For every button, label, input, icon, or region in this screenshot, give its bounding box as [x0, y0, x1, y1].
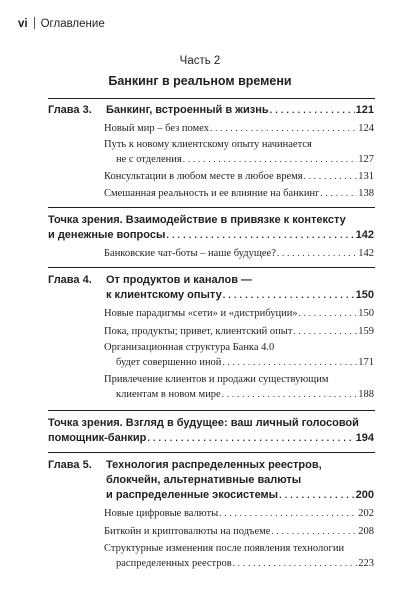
chapter-number: Глава 4.	[48, 274, 92, 286]
header-divider	[34, 17, 35, 29]
viewpoint-title-line1: Точка зрения. Взаимодействие в привязке к контексту	[48, 214, 346, 226]
section-rule	[48, 207, 375, 208]
toc-subentry-line1: Путь к новому клиентскому опыту начинается	[104, 139, 312, 150]
page-number: vi	[18, 18, 28, 30]
leader-dots	[304, 169, 358, 184]
toc-entry-chapter-3[interactable]	[106, 103, 374, 117]
toc-entry-viewpoint[interactable]: и денежные вопросы . . . 142	[48, 228, 374, 242]
chapter-title-line1: От продуктов и каналов —	[106, 274, 253, 286]
leader-dots	[299, 306, 358, 321]
page-ref: 159	[358, 326, 374, 337]
leader-dots	[277, 246, 357, 261]
page-ref: 150	[355, 289, 374, 301]
page-ref: 208	[358, 526, 374, 537]
toc-entry-chapter-4[interactable]: к клиентскому опыту . . . 150	[106, 288, 374, 302]
section-rule	[48, 452, 375, 453]
page-ref: 131	[358, 171, 374, 182]
toc-subentry[interactable]: клиентам в новом мире . . . 188	[116, 387, 374, 402]
toc-subentry[interactable]: Новые парадигмы «сети» и «дистрибуции» . . . 150	[104, 306, 374, 321]
page-ref: 200	[355, 489, 374, 501]
toc-subentry[interactable]: Новый мир – без помех . . . 124	[104, 121, 374, 136]
part-title: Банкинг в реальном времени	[108, 74, 292, 88]
leader-dots	[210, 121, 357, 136]
toc-subentry[interactable]: распределенных реестров . . . 223	[116, 556, 374, 571]
page-ref: 194	[355, 432, 374, 444]
chapter-number: Глава 3.	[48, 104, 92, 116]
toc-subentry[interactable]: не с отделения . . . 127	[116, 152, 374, 167]
page-ref: 150	[358, 308, 374, 319]
toc-subentry[interactable]: Банковские чат-боты – наше будущее? . . . 142	[104, 246, 374, 261]
chapter-number: Глава 5.	[48, 459, 92, 471]
section-rule	[48, 267, 375, 268]
header-title: Оглавление	[40, 18, 105, 30]
running-header	[18, 17, 105, 30]
toc-subentry-line1: Привлечение клиентов и продажи существующим	[104, 374, 329, 385]
leader-dots	[219, 506, 357, 521]
toc-subentry[interactable]: Биткойн и криптовалюты на подъеме . . . 208	[104, 524, 374, 539]
section-rule	[48, 410, 375, 411]
part-label: Часть 2	[179, 55, 221, 67]
chapter-title: Банкинг, встроенный в жизнь	[106, 104, 269, 116]
viewpoint-title-line1: Точка зрения. Взгляд в будущее: ваш личный голосовой	[48, 417, 359, 429]
leader-dots	[233, 556, 358, 571]
toc-subentry-line1: Структурные изменения после появления технологии	[104, 543, 345, 554]
section-rule	[48, 98, 375, 99]
leader-dots	[222, 387, 358, 402]
toc-subentry[interactable]: Смешанная реальность и ее влияние на банкинг . . . 138	[104, 186, 374, 201]
leader-dots	[279, 488, 355, 502]
leader-dots	[166, 228, 354, 242]
page-ref: 138	[358, 188, 374, 199]
chapter-title-line1: Технология распределенных реестров,	[106, 459, 322, 471]
toc-subentry[interactable]: Пока, продукты; привет, клиентский опыт . . . 159	[104, 324, 374, 339]
leader-dots	[293, 324, 357, 339]
toc-subentry-line1: Организационная структура Банка 4.0	[104, 342, 275, 353]
toc-subentry[interactable]: Консультации в любом месте в любое время . . . 131	[104, 169, 374, 184]
toc-subentry[interactable]: будет совершенно иной . . . 171	[116, 355, 374, 370]
chapter-title-line2: блокчейн, альтернативные валюты	[106, 474, 302, 486]
toc-entry-viewpoint[interactable]: помощник-банкир . . . 194	[48, 431, 374, 445]
leader-dots	[183, 152, 358, 167]
page-ref: 171	[358, 357, 374, 368]
page-ref: 202	[358, 508, 374, 519]
leader-dots	[147, 431, 354, 445]
leader-dots	[271, 524, 357, 539]
page-ref: 223	[358, 558, 374, 569]
page-ref: 142	[355, 229, 374, 241]
page-ref: 188	[358, 389, 374, 400]
toc-subentry[interactable]: Новые цифровые валюты . . . 202	[104, 506, 374, 521]
leader-dots	[270, 103, 355, 117]
leader-dots	[223, 288, 355, 302]
page-ref: 142	[358, 248, 374, 259]
leader-dots	[222, 355, 357, 370]
page-ref: 127	[358, 154, 374, 165]
leader-dots	[320, 186, 357, 201]
page-ref: 124	[358, 123, 374, 134]
page-ref: 121	[355, 104, 374, 116]
toc-entry-chapter-5[interactable]: и распределенные экосистемы . . . 200	[106, 488, 374, 502]
